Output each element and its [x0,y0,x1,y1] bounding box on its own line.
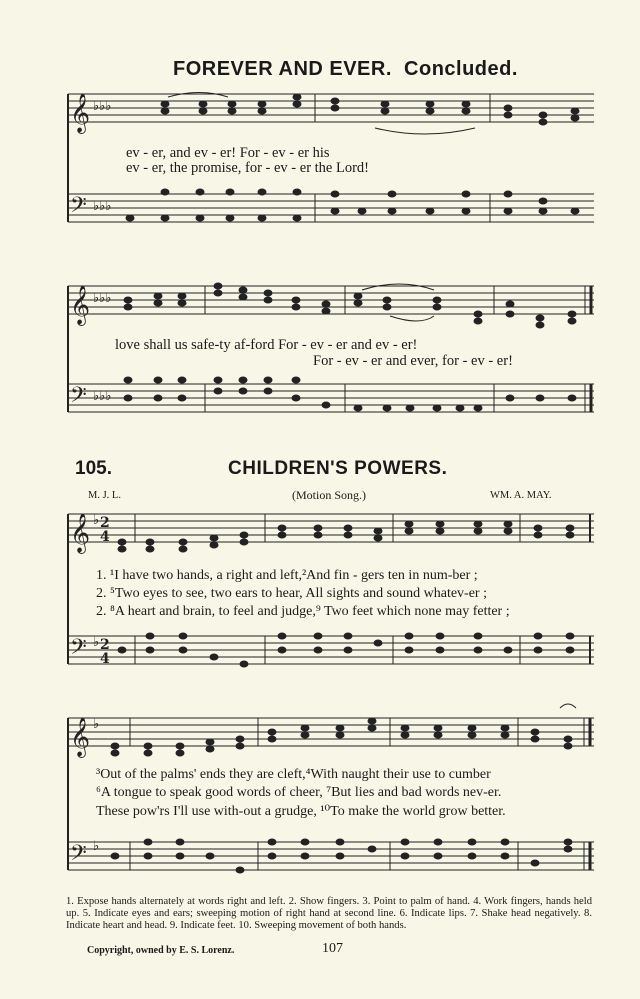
hymn-number: 105. [75,458,112,479]
treble-staff-4 [68,718,594,746]
notes-bass-2 [124,377,576,411]
bass-clef-icon: 𝄢 [70,841,87,871]
treble-staff-2 [68,286,594,314]
bass-staff-1 [68,194,594,222]
page-number: 107 [322,941,343,956]
flat-icon: ♭♭♭ [93,291,112,306]
lyric-line: For - ev - er and ever, for - ev - er! [313,353,513,369]
hymn-subtitle: (Motion Song.) [292,488,367,502]
notes-treble-3 [118,521,574,552]
motion-instructions: 1. Expose hands alternately at words right and left. 2. Show fingers. 3. Point to palm of hand. 4. Work fingers, hands held up. 5. Indicate eyes and ears; sweeping motion of right hand at second line. 6. Indicate lips. 7. Shake head negatively. 8. Indicate heart and head. 9. Indicate feet. 10. Sweeping movement of both hands. [66,896,592,931]
verse-line: 2. ⁸A heart and brain, to feel and judge,⁹ Two feet which none may fetter ; [96,604,510,619]
flat-icon: ♭ [93,717,100,732]
notes-bass-4 [111,839,572,873]
lyric-line: ev - er, and ev - er! For - ev - er his [126,145,330,161]
hymn-title: CHILDREN'S POWERS. [228,458,448,479]
song-title: FOREVER AND EVER. Concluded. [173,58,518,80]
treble-clef-icon: 𝄞 [70,285,91,325]
treble-clef-icon: 𝄞 [70,717,91,757]
bass-clef-icon: 𝄢 [70,193,87,223]
composer-credit: WM. A. MAY. [490,490,552,501]
notes-treble-1 [161,94,579,125]
verse-line: 2. ⁵Two eyes to see, two ears to hear, All sights and sound whatev-er ; [96,586,487,601]
time-signature: 4 [100,529,110,545]
time-signature: 4 [100,651,110,667]
verse-line: ³Out of the palms' ends they are cleft,⁴With naught their use to cumber [96,767,491,782]
flat-icon: ♭ [93,513,100,528]
notes-bass-3 [118,633,574,667]
copyright-notice: Copyright, owned by E. S. Lorenz. [87,945,235,956]
flat-icon: ♭ [93,839,100,854]
notes-treble-2 [124,283,576,328]
bass-staff-2 [68,384,594,412]
bass-clef-icon: 𝄢 [70,635,87,665]
verse-line: 1. ¹I have two hands, a right and left,²And fin - gers ten in num-ber ; [96,568,478,583]
time-signature: 2 [100,515,110,531]
verse-line: ⁶A tongue to speak good words of cheer, ⁷But lies and bad words nev-er. [96,785,502,800]
treble-clef-icon: 𝄞 [70,513,91,553]
verse-line: These pow'rs I'll use with-out a grudge, ¹⁰To make the world grow better. [96,804,506,819]
notes-treble-4 [111,718,572,756]
lyric-line: ev - er, the promise, for - ev - er the Lord! [126,160,369,176]
treble-clef-icon: 𝄞 [70,93,91,133]
flat-icon: ♭ [93,635,100,650]
treble-staff-3 [68,514,594,542]
lyric-line: love shall us safe-ty af-ford For - ev - er and ev - er! [115,337,418,353]
bass-clef-icon: 𝄢 [70,383,87,413]
flat-icon: ♭♭♭ [93,389,112,404]
lyricist-credit: M. J. L. [88,490,121,501]
flat-icon: ♭♭♭ [93,99,112,114]
time-signature: 2 [100,637,110,653]
flat-icon: ♭♭♭ [93,199,112,214]
